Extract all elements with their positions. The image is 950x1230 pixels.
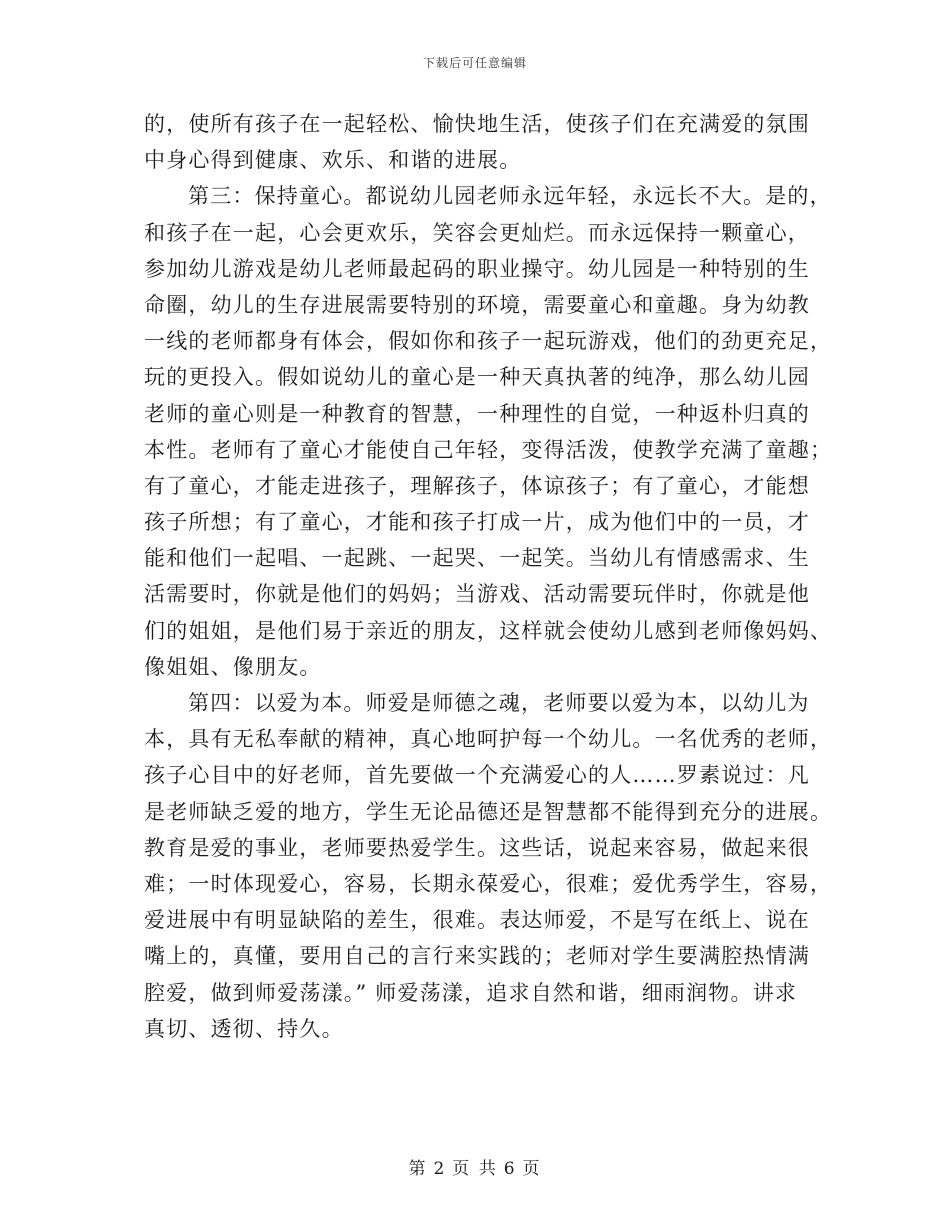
text-line: 活需要时，你就是他们的妈妈；当游戏、活动需要玩伴时，你就是他 [144,582,810,607]
current-page-number: 2 [433,1159,447,1179]
total-page-count: 6 [503,1159,517,1179]
footer-middle: 页 共 [452,1159,498,1179]
footer-prefix: 第 [408,1159,428,1179]
document-body [144,106,833,1047]
text-line: 孩子所想；有了童心，才能和孩子打成一片，成为他们中的一员，才 [144,510,810,535]
text-line: 是老师缺乏爱的地方，学生无论品德还是智慧都不能得到充分的进展。 [144,799,833,824]
text-line: 难；一时体现爱心，容易，长期永葆爱心，很难；爱优秀学生，容易， [144,871,833,896]
text-line: 爱进展中有明显缺陷的差生，很难。表达师爱，不是写在纸上、说在 [144,908,810,933]
page-footer [0,1154,950,1179]
footer-suffix: 页 [522,1159,542,1179]
text-line: 的，使所有孩子在一起轻松、愉快地生活，使孩子们在充满爱的氛围 [144,112,810,136]
paragraph-start-line: 第三：保持童心。都说幼儿园老师永远年轻，永远长不大。是的， [188,184,832,209]
text-line: 玩的更投入。假如说幼儿的童心是一种天真执著的纯净，那么幼儿园 [144,365,810,390]
text-line: 老师的童心则是一种教育的智慧，一种理性的自觉，一种返朴归真的 [144,401,810,426]
text-line: 腔爱，做到师爱荡漾。” 师爱荡漾，追求自然和谐，细雨润物。讲求 [144,980,798,1005]
text-line: 能和他们一起唱、一起跳、一起哭、一起笑。当幼儿有情感需求、生 [144,546,810,571]
text-line: 有了童心，才能走进孩子，理解孩子，体谅孩子；有了童心，才能想 [144,473,810,498]
text-line: 孩子心目中的好老师，首先要做一个充满爱心的人……罗素说过：凡 [144,763,810,788]
page-header: 下载后可任意编辑 [422,56,527,70]
text-line: 们的姐姐，是他们易于亲近的朋友，这样就会使幼儿感到老师像妈妈、 [144,618,833,643]
text-line: 参加幼儿游戏是幼儿老师最起码的职业操守。幼儿园是一种特别的生 [144,256,810,281]
text-line: 中身心得到健康、欢乐、和谐的进展。 [144,148,522,173]
text-line: 教育是爱的事业，老师要热爱学生。这些话，说起来容易，做起来很 [144,835,810,860]
text-line: 像姐姐、像朋友。 [144,654,322,679]
text-line: 嘴上的，真懂，要用自己的言行来实践的；老师对学生要满腔热情满 [144,944,810,969]
text-line: 真切、透彻、持久。 [144,1016,344,1041]
text-line: 一线的老师都身有体会，假如你和孩子一起玩游戏，他们的劲更充足， [144,329,833,354]
text-line: 本，具有无私奉献的精神，真心地呵护每一个幼儿。一名优秀的老师， [144,727,833,752]
text-line: 命圈，幼儿的生存进展需要特别的环境，需要童心和童趣。身为幼教 [144,292,810,317]
text-line: 和孩子在一起，心会更欢乐，笑容会更灿烂。而永远保持一颗童心， [144,220,810,245]
paragraph-start-line: 第四：以爱为本。师爱是师德之魂，老师要以爱为本，以幼儿为 [188,691,810,715]
text-line: 本性。老师有了童心才能使自己年轻，变得活泼，使教学充满了童趣； [144,437,833,462]
